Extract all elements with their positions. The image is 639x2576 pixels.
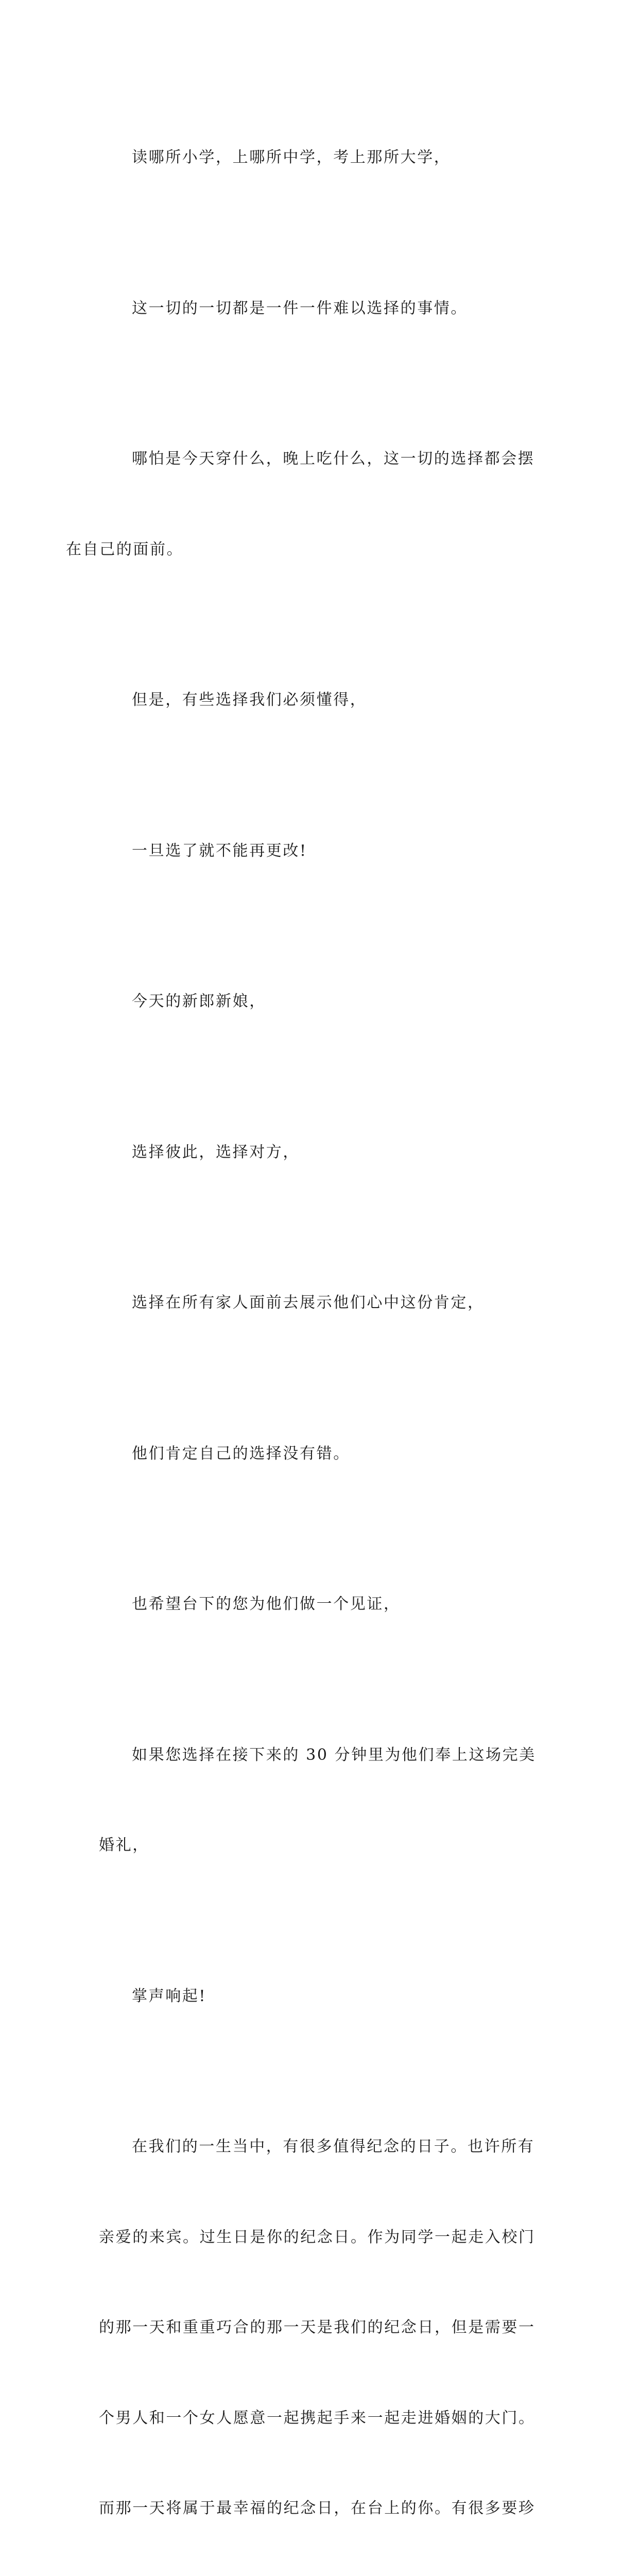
text-line: 今天的新郎新娘，: [132, 992, 266, 1010]
text-line: 也希望台下的您为他们做一个见证，: [132, 1595, 401, 1613]
paragraph: [99, 776, 542, 927]
text-line: 这一切的一切都是一件一件难以选择的事情。: [132, 299, 468, 317]
paragraph: [99, 1077, 542, 1228]
text-line: 亲爱的来宾。过生日是你的纪念日。作为同学一起走入校门: [99, 2228, 536, 2246]
paragraph: [99, 1921, 542, 2072]
text-line: 读哪所小学，上哪所中学，考上那所大学，: [132, 148, 451, 166]
text-line: 的那一天和重重巧合的那一天是我们的纪念日，但是需要一: [99, 2318, 536, 2336]
text-line: 一旦选了就不能再更改!: [132, 841, 307, 860]
text-line: 哪怕是今天穿什么，晚上吃什么，这一切的选择都会摆: [132, 450, 535, 468]
paragraph: [99, 1529, 542, 1680]
paragraph: [99, 1680, 542, 1921]
paragraph: [99, 82, 542, 233]
paragraph: [66, 384, 542, 625]
paragraph: [99, 926, 542, 1077]
text-line: 他们肯定自己的选择没有错。: [132, 1444, 350, 1463]
text-line: 选择彼此，选择对方，: [132, 1143, 300, 1161]
paragraph: [99, 1379, 542, 1530]
text-line: 在自己的面前。: [66, 540, 184, 558]
text-line: 选择在所有家人面前去展示他们心中这份肯定，: [132, 1294, 485, 1312]
paragraph: [99, 233, 542, 384]
text-line: 而那一天将属于最幸福的纪念日，在台上的你。有很多要珍: [99, 2499, 536, 2517]
text-line: 掌声响起!: [132, 1987, 207, 2005]
text-line: 在我们的一生当中，有很多值得纪念的日子。也许所有: [132, 2138, 535, 2156]
text-line: 婚礼，: [99, 1836, 149, 1854]
text-line: 但是，有些选择我们必须懂得，: [132, 691, 367, 709]
paragraph: [99, 2072, 542, 2576]
document-body: [66, 82, 542, 2576]
paragraph: [99, 1228, 542, 1379]
text-line: 个男人和一个女人愿意一起携起手来一起走进婚姻的大门。: [99, 2409, 536, 2427]
paragraph: [99, 625, 542, 776]
text-line: 如果您选择在接下来的 30 分钟里为他们奉上这场完美: [132, 1745, 536, 1764]
